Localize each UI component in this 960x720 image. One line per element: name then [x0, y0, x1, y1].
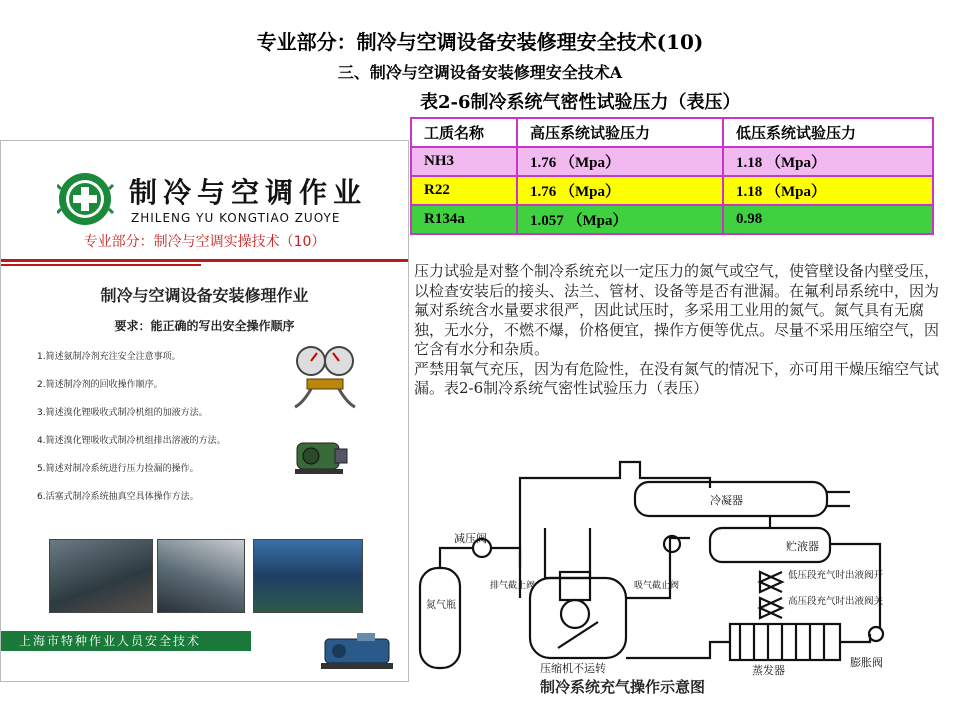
section-subtitle: 三、制冷与空调设备安装修理安全技术A [337, 63, 623, 82]
high-section-label: 高压段充气时出液阀关 [788, 596, 884, 607]
list-item: 4.简述溴化锂吸收式制冷机组排出溶液的方法。 [37, 436, 226, 446]
table-row [411, 176, 933, 205]
cover-subtitle: 专业部分：制冷与空调实操技术（10） [83, 234, 326, 250]
chiller-unit-image [317, 629, 397, 675]
divider [1, 264, 201, 266]
safety-cross-icon [57, 171, 117, 227]
table-row [411, 147, 933, 176]
page-title: 专业部分：制冷与空调设备安装修理安全技术(10) [256, 30, 704, 54]
expansion-label: 膨胀阀 [850, 656, 883, 669]
list-item: 2.简述制冷剂的回收操作顺序。 [37, 380, 163, 390]
workshop-photo-2 [157, 539, 245, 613]
list-item: 5.简述对制冷系统进行压力捡漏的操作。 [37, 464, 199, 474]
table-cell: 1.057 （Mpa） [517, 205, 723, 234]
brand-chinese: 制冷与空调作业 [129, 176, 368, 209]
low-section-label: 低压段充气时出液阀开 [788, 570, 884, 581]
table-title: 表2-6制冷系统气密性试验压力（表压） [420, 92, 741, 113]
paragraph-2: 严禁用氧气充压，因为有危险性，在没有氮气的情况下，亦可用干燥压缩空气试漏。表2-6制冷系统气密性试验压力（表压） [414, 359, 940, 397]
explanation-text [414, 262, 944, 399]
condenser-label: 冷凝器 [710, 494, 743, 507]
table-header-cell: 工质名称 [411, 118, 517, 147]
compressor-label: 压缩机不运转 [540, 662, 606, 675]
table-header-row [411, 118, 933, 147]
receiver-label: 贮液器 [786, 540, 819, 553]
vacuum-pump-image [291, 431, 351, 477]
table-cell: 0.98 [723, 205, 933, 234]
workshop-photo-3 [253, 539, 363, 613]
cover-title: 制冷与空调设备安装修理作业 [100, 286, 309, 305]
table-row [411, 205, 933, 234]
table-cell: NH3 [411, 147, 517, 176]
table-cell: 1.76 （Mpa） [517, 176, 723, 205]
table-cell: R22 [411, 176, 517, 205]
table-cell: 1.18 （Mpa） [723, 176, 933, 205]
suction-valve-label: 吸气截止阀 [634, 581, 680, 591]
table-header-cell: 高压系统试验压力 [517, 118, 723, 147]
list-item: 6.活塞式制冷系统抽真空具体操作方法。 [37, 492, 199, 502]
list-item: 3.简述溴化锂吸收式制冷机组的加液方法。 [37, 408, 208, 418]
brand-logo [57, 171, 377, 231]
cover-requirement: 要求：能正确的写出安全操作顺序 [114, 319, 295, 333]
brand-english: ZHILENG YU KONGTIAO ZUOYE [131, 211, 341, 225]
book-cover [0, 140, 409, 682]
workshop-photo-1 [49, 539, 153, 613]
list-item: 1.简述氨制冷剂充注安全注意事项。 [37, 352, 181, 362]
evaporator-label: 蒸发器 [752, 664, 785, 676]
discharge-valve-label: 排气截止阀 [490, 581, 536, 591]
pressure-table [410, 117, 934, 235]
task-list [37, 351, 297, 519]
table-cell: 1.18 （Mpa） [723, 147, 933, 176]
pressure-valve-label: 减压阀 [454, 532, 487, 545]
compressor-shape [530, 578, 626, 658]
table-header-cell: 低压系统试验压力 [723, 118, 933, 147]
divider [1, 259, 408, 262]
gauge-manifold-image [289, 341, 359, 411]
table-cell: 1.76 （Mpa） [517, 147, 723, 176]
charging-diagram [410, 448, 960, 676]
cover-footer: 上海市特种作业人员安全技术 [1, 631, 251, 651]
diagram-caption: 制冷系统充气操作示意图 [540, 678, 706, 696]
nitrogen-label: 氮气瓶 [426, 600, 456, 611]
paragraph-1: 压力试验是对整个制冷系统充以一定压力的氮气或空气，使管壁设备内壁受压，以检查安装后的接头、法兰、管材、设备等是否有泄漏。在氟利昂系统中，因为氟对系统含水量要求很严，因此试压时，多采用工业用的氮气。氮气具有无腐独，无水分，不燃不爆，价格便宜，操作方便等优点。尽量不采用压缩空气，因它含有水分和杂质。 [414, 262, 940, 358]
table-cell: R134a [411, 205, 517, 234]
nitrogen-cylinder-shape [420, 568, 460, 668]
